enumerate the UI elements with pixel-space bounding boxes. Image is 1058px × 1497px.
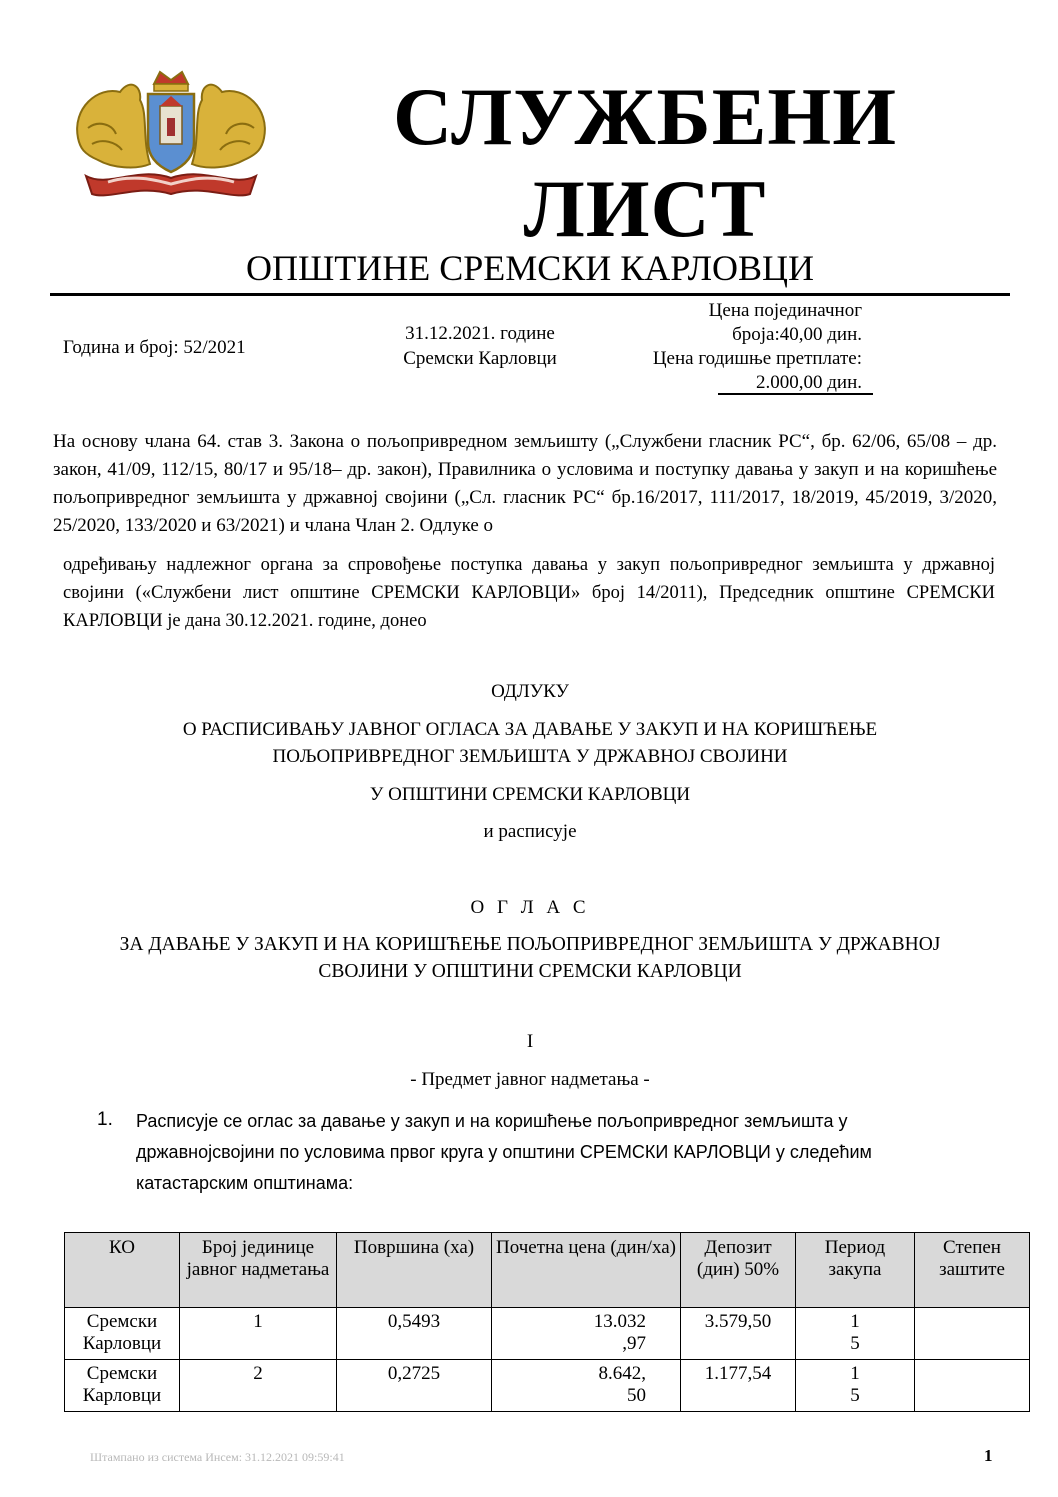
- table-header-row: [65, 1233, 1030, 1308]
- cell-protection: [915, 1308, 1030, 1360]
- cell-protection: [915, 1360, 1030, 1412]
- price-line-1: Цена појединачног: [708, 300, 862, 321]
- cell-period: [796, 1308, 915, 1360]
- ad-subtitle-2: СВОЈИНИ У ОПШТИНИ СРЕМСКИ КАРЛОВЦИ: [318, 961, 742, 982]
- cell-period-line1: 1: [850, 1363, 860, 1384]
- cell-period-line1: 1: [850, 1311, 860, 1332]
- cell-period: [796, 1360, 915, 1412]
- newspaper-title-line2: ЛИСТ: [523, 163, 767, 254]
- cell-price-line1: 8.642,: [598, 1363, 646, 1384]
- cell-deposit: 3.579,50: [681, 1308, 796, 1360]
- year-and-number: Година и број: 52/2021: [63, 337, 246, 358]
- cell-price: [492, 1360, 681, 1412]
- cell-period-line2: 5: [850, 1333, 860, 1354]
- issue-place: Сремски Карловци: [403, 348, 557, 369]
- col-header-deposit: Депозит (дин) 50%: [681, 1233, 796, 1308]
- col-header-protection: Степен заштите: [915, 1233, 1030, 1308]
- cell-period-line2: 5: [850, 1385, 860, 1406]
- coat-of-arms-logo: [68, 68, 274, 204]
- issue-date: 31.12.2021. године: [405, 323, 555, 344]
- newspaper-title-line1: СЛУЖБЕНИ: [392, 71, 897, 162]
- cell-price-line2: 50: [627, 1385, 646, 1406]
- ad-subtitle-1: ЗА ДАВАЊЕ У ЗАКУП И НА КОРИШЋЕЊЕ ПОЉОПРИВРЕДНОГ ЗЕМЉИШТА У ДРЖАВНОЈ: [119, 934, 941, 955]
- newspaper-subtitle: ОПШТИНЕ СРЕМСКИ КАРЛОВЦИ: [245, 248, 815, 288]
- auction-units-table: [64, 1232, 1030, 1412]
- legal-basis-continuation: одређивању надлежног органа за спровођење поступка давања у закуп пољопривредног земљишта у државној својини («Службени лист општине СРЕМСКИ КАРЛОВЦИ» број 14/2011), Председник општине СРЕМСКИ КАРЛОВЦИ је дана 30.12.2021. године, донео: [63, 555, 995, 631]
- legal-basis-paragraph: На основу члана 64. став 3. Закона о пољопривредном земљишту („Службени гласник РС“, бр. 62/06, 65/08 – др. закон, 41/09, 112/15, 80/17 и 95/18– др. закон), Правилника о условима и поступку давања у закуп и на коришћење пољопривредног земљишта у државној својини („Сл. гласник РС“ бр.16/2017, 111/2017, 18/2019, 45/2019, 3/2020, 25/2020, 133/2020 и 63/2021) и члана Члан 2. Одлуке о: [53, 431, 997, 536]
- cell-area: 0,5493: [337, 1308, 492, 1360]
- col-header-period: Период закупа: [796, 1233, 915, 1308]
- cell-price-line1: 13.032: [593, 1311, 646, 1332]
- cell-area: 0,2725: [337, 1360, 492, 1412]
- decision-title: ОДЛУКУ: [491, 681, 569, 702]
- table-row: [65, 1308, 1030, 1360]
- table-row: [65, 1360, 1030, 1412]
- item-number: 1.: [97, 1109, 113, 1130]
- cell-unit: 1: [180, 1308, 337, 1360]
- item-text: Расписује се оглас за давање у закуп и на коришћење пољопривредног земљишта у државнојсвојини по условима првог круга у општини СРЕМСКИ КАРЛОВЦИ у следећим катастарским општинама:: [136, 1111, 872, 1193]
- col-header-area: Површина (ха): [337, 1233, 492, 1308]
- decision-subtitle-4: и расписује: [483, 821, 577, 842]
- print-timestamp: Штампано из система Инсем: 31.12.2021 09:59:41: [90, 1450, 345, 1464]
- section-number: I: [526, 1031, 534, 1052]
- cell-ko: Сремски Карловци: [65, 1360, 180, 1412]
- price-underline: [718, 393, 873, 395]
- decision-subtitle-1: О РАСПИСИВАЊУ ЈАВНОГ ОГЛАСА ЗА ДАВАЊЕ У ЗАКУП И НА КОРИШЋЕЊЕ: [182, 719, 878, 740]
- cell-price-line2: ,97: [622, 1333, 646, 1354]
- section-title: - Предмет јавног надметања -: [410, 1069, 650, 1090]
- col-header-unit: Број јединице јавног надметања: [180, 1233, 337, 1308]
- price-line-4: 2.000,00 дин.: [755, 372, 862, 393]
- cell-deposit: 1.177,54: [681, 1360, 796, 1412]
- price-line-3: Цена годишње претплате:: [652, 348, 862, 369]
- cell-price: [492, 1308, 681, 1360]
- cell-unit: 2: [180, 1360, 337, 1412]
- page-number: 1: [984, 1446, 993, 1465]
- decision-subtitle-2: ПОЉОПРИВРЕДНОГ ЗЕМЉИШТА У ДРЖАВНОЈ СВОЈИНИ: [272, 746, 788, 767]
- decision-subtitle-3: У ОПШТИНИ СРЕМСКИ КАРЛОВЦИ: [369, 784, 691, 805]
- masthead-divider: [50, 293, 1010, 296]
- cell-ko: Сремски Карловци: [65, 1308, 180, 1360]
- col-header-ko: КО: [65, 1233, 180, 1308]
- price-line-2: броја:40,00 дин.: [732, 324, 862, 345]
- ad-title: О Г Л А С: [470, 897, 590, 918]
- col-header-price: Почетна цена (дин/ха): [492, 1233, 681, 1308]
